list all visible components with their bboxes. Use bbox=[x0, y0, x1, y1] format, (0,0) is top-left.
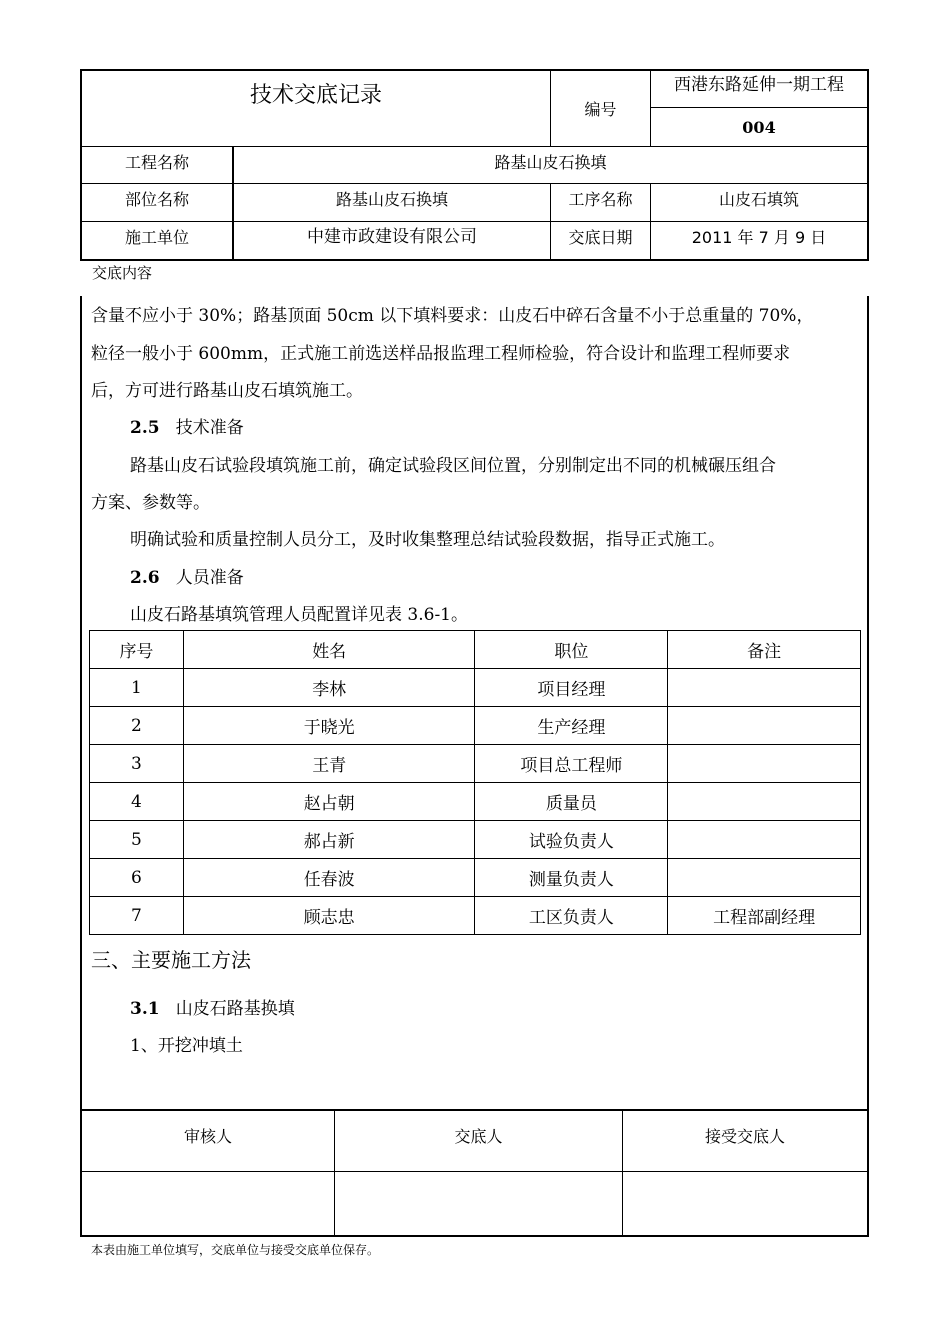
table-row bbox=[90, 897, 861, 935]
project-name-value: 路基山皮石换填 bbox=[494, 152, 607, 172]
footnote: 本表由施工单位填写，交底单位与接受交底单位保存。 bbox=[91, 1243, 380, 1257]
table-cell: 项目总工程师 bbox=[475, 745, 668, 783]
table-cell: 任春波 bbox=[183, 859, 475, 897]
table-cell bbox=[668, 821, 861, 859]
table-cell: 2 bbox=[90, 707, 184, 745]
content-line: 含量不应小于 30%；路基顶面 50cm 以下填料要求：山皮石中碎石含量不小于总重量的 70%， bbox=[91, 306, 814, 326]
unit-label: 施工单位 bbox=[124, 227, 189, 247]
section-title: 山皮石路基换填 bbox=[175, 999, 295, 1019]
section-number: 2.6 bbox=[130, 568, 160, 588]
table-cell: 工程部副经理 bbox=[668, 897, 861, 935]
table-header: 职位 bbox=[475, 631, 668, 669]
table-cell: 工区负责人 bbox=[475, 897, 668, 935]
table-cell bbox=[668, 783, 861, 821]
table-cell: 质量员 bbox=[475, 783, 668, 821]
table-cell: 李林 bbox=[183, 669, 475, 707]
content-line: 后，方可进行路基山皮石填筑施工。 bbox=[91, 381, 363, 401]
process-name-label: 工序名称 bbox=[568, 189, 633, 209]
table-cell: 郝占新 bbox=[183, 821, 475, 859]
content-line: 粒径一般小于 600mm，正式施工前选送样品报监理工程师检验，符合设计和监理工程师要求 bbox=[91, 344, 791, 364]
project-line: 西港东路延伸一期工程 bbox=[674, 74, 844, 95]
table-cell: 生产经理 bbox=[475, 707, 668, 745]
part-name-value: 路基山皮石换填 bbox=[335, 189, 448, 209]
table-header: 序号 bbox=[90, 631, 184, 669]
table-cell: 6 bbox=[90, 859, 184, 897]
table-cell: 顾志忠 bbox=[183, 897, 475, 935]
table-row bbox=[90, 821, 861, 859]
table-cell: 于晓光 bbox=[183, 707, 475, 745]
page-title: 技术交底记录 bbox=[249, 83, 382, 108]
table-row bbox=[90, 783, 861, 821]
personnel-table bbox=[89, 630, 861, 935]
number-value: 004 bbox=[742, 117, 776, 137]
section-title: 人员准备 bbox=[175, 568, 244, 588]
border bbox=[867, 296, 869, 1110]
table-cell: 4 bbox=[90, 783, 184, 821]
border bbox=[80, 259, 869, 261]
section-number: 3.1 bbox=[130, 999, 160, 1019]
border bbox=[80, 296, 82, 1110]
table-row bbox=[90, 707, 861, 745]
section-heading bbox=[130, 563, 244, 588]
table-header-row bbox=[90, 631, 861, 669]
table-cell bbox=[668, 669, 861, 707]
table-cell bbox=[668, 707, 861, 745]
border bbox=[80, 1235, 869, 1237]
section-number: 2.5 bbox=[130, 418, 160, 438]
table-cell bbox=[668, 745, 861, 783]
number-label: 编号 bbox=[584, 100, 617, 119]
table-cell: 测量负责人 bbox=[475, 859, 668, 897]
border bbox=[867, 69, 869, 261]
table-row bbox=[90, 745, 861, 783]
table-cell: 试验负责人 bbox=[475, 821, 668, 859]
table-row bbox=[90, 669, 861, 707]
content-label: 交底内容 bbox=[92, 264, 153, 282]
table-cell: 赵占朝 bbox=[183, 783, 475, 821]
content-line: 山皮石路基填筑管理人员配置详见表 3.6-1。 bbox=[130, 605, 468, 625]
process-name-value: 山皮石填筑 bbox=[718, 189, 799, 209]
table-cell: 1 bbox=[90, 669, 184, 707]
table-cell: 项目经理 bbox=[475, 669, 668, 707]
reviewer-label: 审核人 bbox=[183, 1126, 232, 1146]
table-cell: 王青 bbox=[183, 745, 475, 783]
section-heading bbox=[130, 994, 295, 1019]
table-cell: 3 bbox=[90, 745, 184, 783]
table-cell bbox=[668, 859, 861, 897]
section-title: 技术准备 bbox=[175, 418, 244, 438]
table-cell: 7 bbox=[90, 897, 184, 935]
section-heading: 三、主要施工方法 bbox=[91, 948, 251, 972]
table-header: 备注 bbox=[668, 631, 861, 669]
content-line: 方案、参数等。 bbox=[91, 493, 210, 513]
receiver-label: 接受交底人 bbox=[704, 1126, 785, 1146]
unit-value: 中建市政建设有限公司 bbox=[307, 226, 477, 247]
table-row bbox=[90, 859, 861, 897]
part-name-label: 部位名称 bbox=[124, 189, 189, 209]
project-name-label: 工程名称 bbox=[124, 152, 189, 172]
content-line: 1、开挖冲填土 bbox=[130, 1036, 243, 1056]
discloser-label: 交底人 bbox=[454, 1126, 503, 1146]
date-value: 2011 年 7 月 9 日 bbox=[691, 227, 827, 247]
content-line: 路基山皮石试验段填筑施工前，确定试验段区间位置，分别制定出不同的机械碾压组合 bbox=[130, 456, 776, 476]
table-header: 姓名 bbox=[183, 631, 475, 669]
section-heading bbox=[130, 413, 244, 438]
border bbox=[80, 1171, 869, 1172]
border bbox=[867, 1109, 869, 1237]
table-cell: 5 bbox=[90, 821, 184, 859]
content-line: 明确试验和质量控制人员分工，及时收集整理总结试验段数据，指导正式施工。 bbox=[130, 530, 725, 550]
date-label: 交底日期 bbox=[568, 227, 633, 247]
